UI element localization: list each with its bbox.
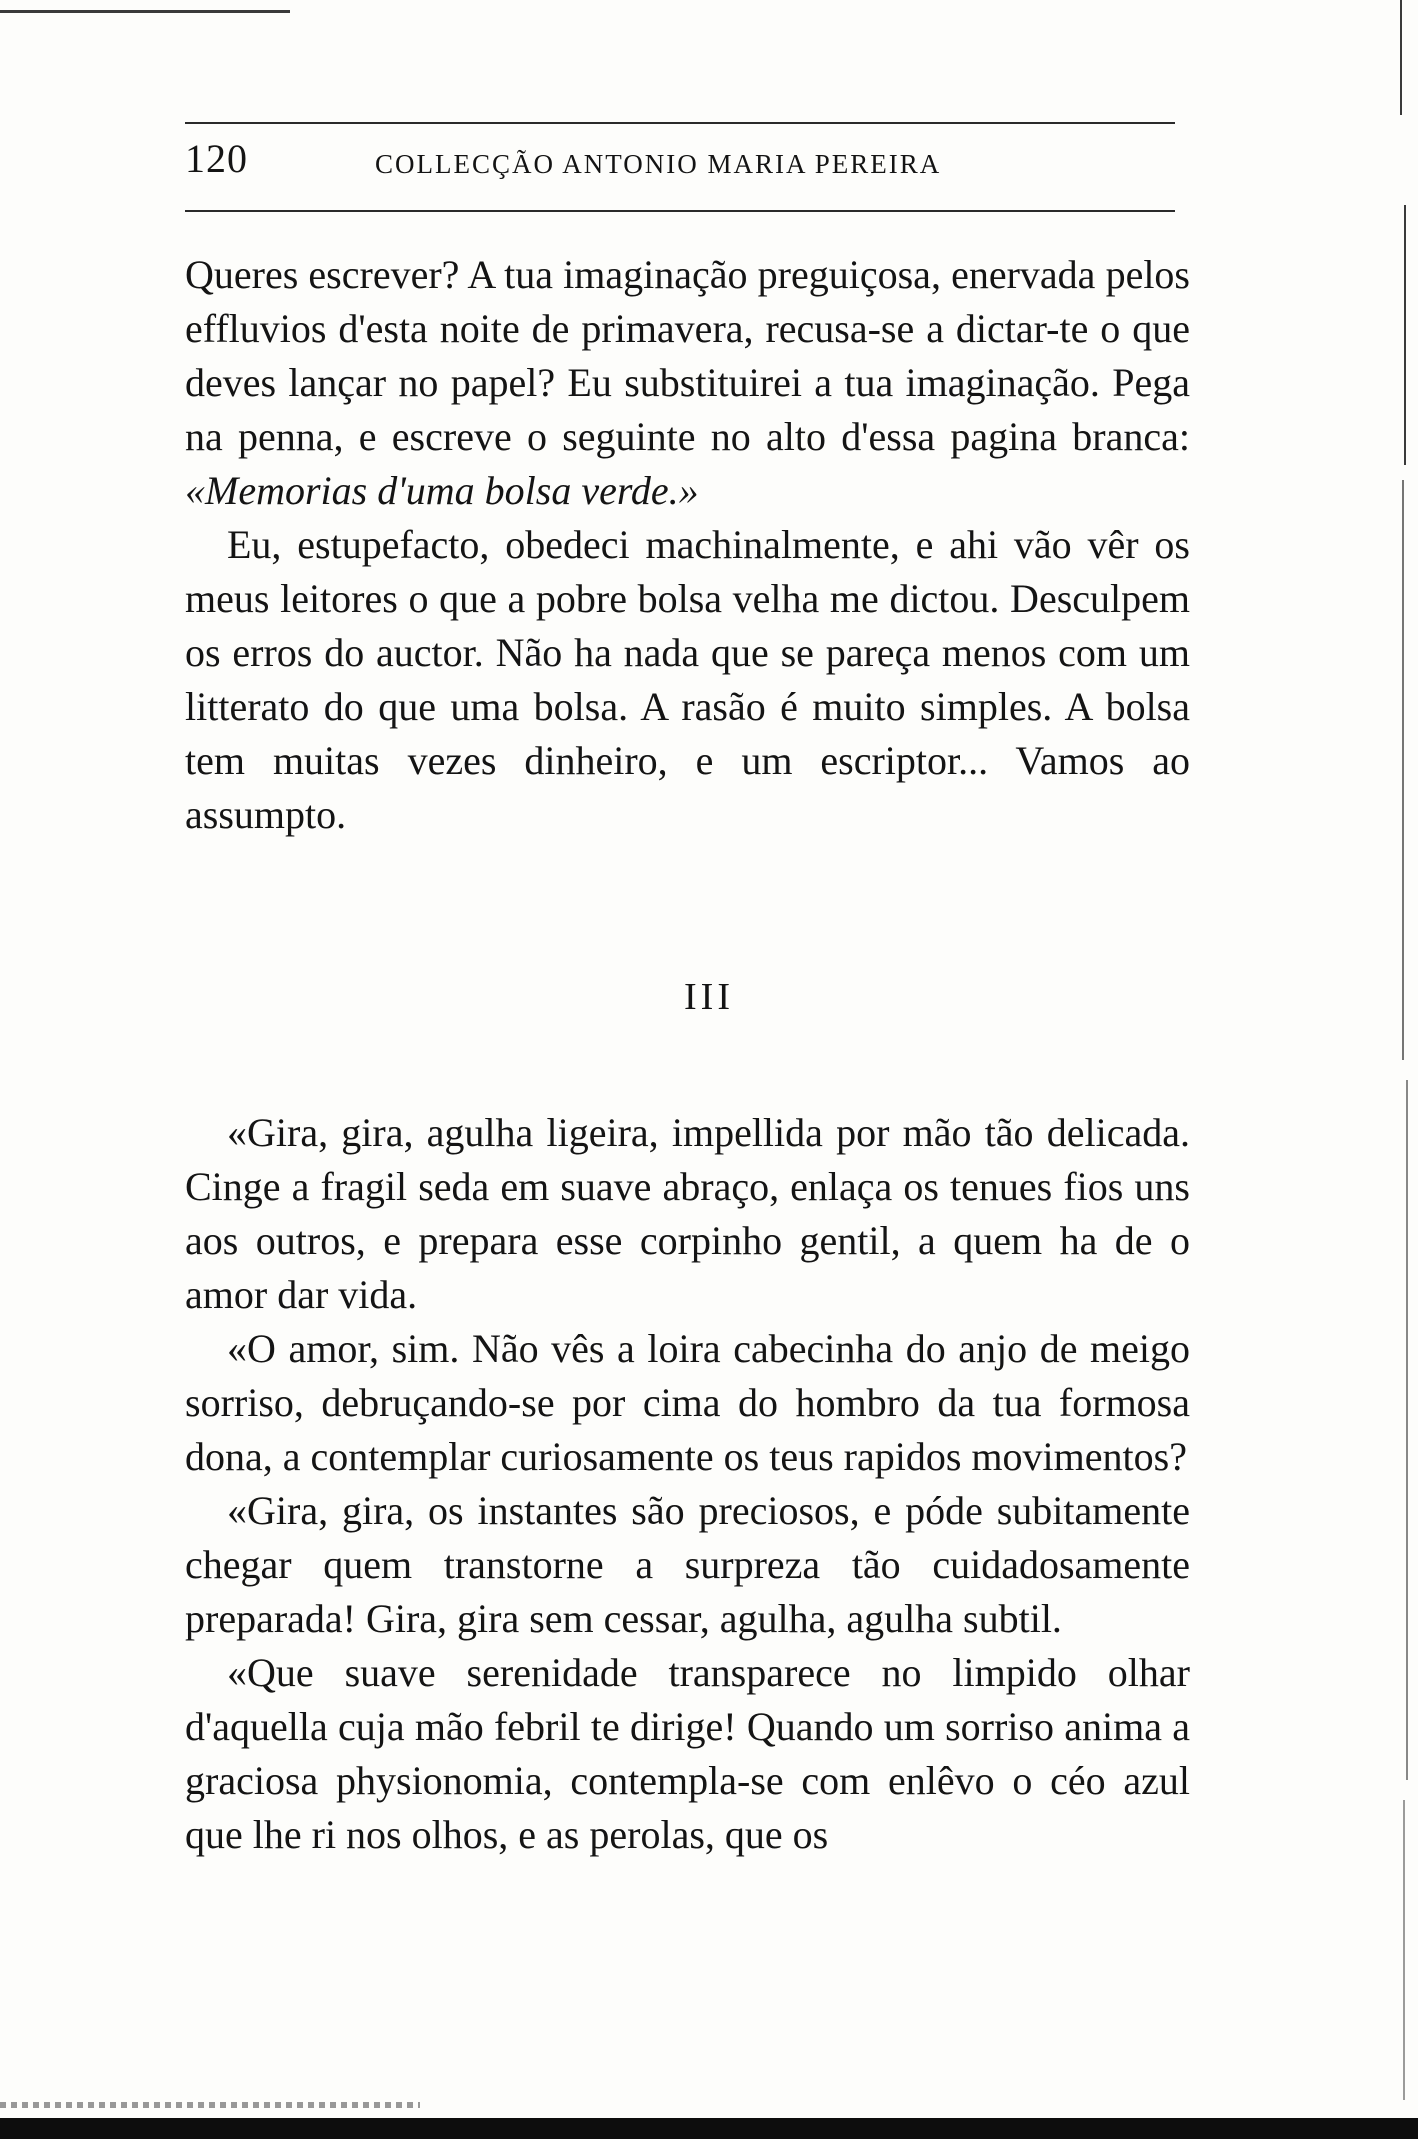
paragraph-1-italic-title: «Memorias d'uma bolsa verde.» (185, 468, 699, 513)
section-number: III (684, 976, 734, 1018)
edge-mark-1 (1400, 0, 1402, 115)
paragraph-3: «Gira, gira, agulha ligeira, impellida por mão tão delicada. Cinge a fragil seda em suave abraço, enlaça os tenues fios uns aos outros, e prepara esse corpinho gentil, a quem ha de o amor dar vida. (185, 1110, 1190, 1317)
paragraph-2: Eu, estupefacto, obedeci machinalmente, e ahi vão vêr os meus leitores o que a pobre bolsa velha me dictou. Desculpem os erros do auctor. Não ha nada que se pareça menos com um litterato do que uma bolsa. A rasão é muito simples. A bolsa tem muitas vezes dinheiro, e um escriptor... Vamos ao assumpto. (185, 522, 1190, 837)
paragraph-6: «Que suave serenidade transparece no limpido olhar d'aquella cuja mão febril te dirige! Quando um sorriso anima a graciosa physionomia, contempla-se com enlêvo o céo azul que lhe ri nos olhos, e as perolas, que os (185, 1650, 1190, 1857)
edge-mark-3 (1402, 480, 1404, 1060)
page-header (185, 135, 1175, 195)
running-title: COLLECÇÃO ANTONIO MARIA PEREIRA (375, 149, 942, 179)
paragraph-1-text: Queres escrever? A tua imaginação preguiçosa, enervada pelos effluvios d'esta noite de primavera, recusa-se a dictar-te o que deves lançar no papel? Eu substituirei a tua imaginação. Pega na penna, e escreve o seguinte no alto d'essa pagina branca: (185, 252, 1190, 459)
edge-mark-4 (1406, 1080, 1408, 1780)
page-number: 120 (185, 136, 248, 181)
paragraph-5: «Gira, gira, os instantes são preciosos, e póde subitamente chegar quem transtorne a surpreza tão cuidadosamente preparada! Gira, gira sem cessar, agulha, agulha subtil. (185, 1488, 1190, 1641)
top-edge-rule (0, 10, 290, 13)
edge-mark-5 (1403, 1800, 1405, 2100)
paragraph-4: «O amor, sim. Não vês a loira cabecinha do anjo de meigo sorriso, debruçando-se por cima do hombro da tua formosa dona, a contemplar curiosamente os teus rapidos movimentos? (185, 1326, 1190, 1479)
paragraph-1 (185, 248, 1190, 518)
header-top-rule (185, 122, 1175, 124)
header-bottom-rule (185, 210, 1175, 212)
bottom-edge-grain (0, 2102, 420, 2108)
right-page-edge (1388, 0, 1418, 2139)
bottom-edge-bar (0, 2118, 1418, 2139)
text-block-2 (185, 1106, 1190, 1862)
edge-mark-2 (1404, 205, 1406, 465)
text-block-1 (185, 248, 1190, 842)
